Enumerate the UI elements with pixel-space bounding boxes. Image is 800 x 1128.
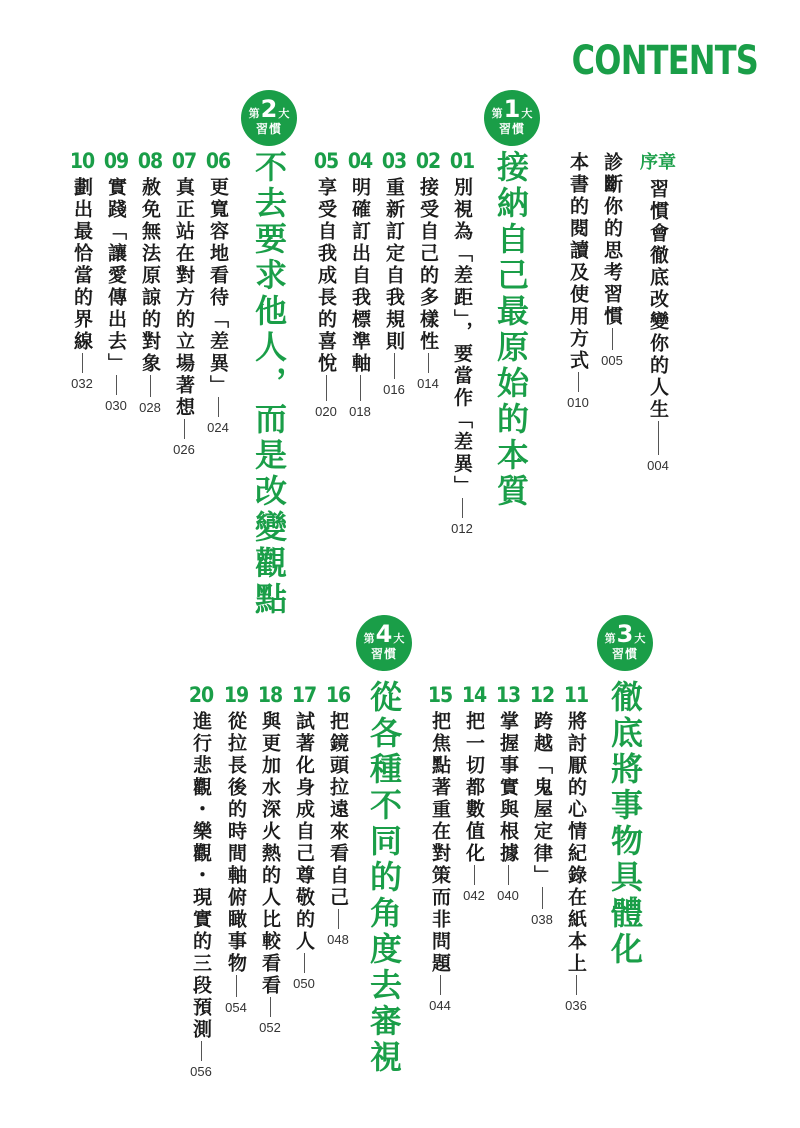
- toc-item-4-page-number: 018: [349, 404, 371, 419]
- toc-item-3-number: 03: [381, 149, 407, 173]
- badge-top-row: [241, 97, 297, 121]
- badge-suffix: 大: [521, 107, 533, 120]
- toc-item-8-page-number: 028: [139, 400, 161, 415]
- toc-item-17[interactable]: [291, 684, 317, 991]
- toc-item-10[interactable]: [69, 150, 95, 391]
- badge-prefix: 第: [604, 632, 616, 645]
- toc-item-15[interactable]: [427, 684, 453, 1013]
- toc-item-9-page-number: 030: [105, 398, 127, 413]
- toc-item-7-number: 07: [171, 149, 197, 173]
- toc-item-7[interactable]: [171, 150, 197, 457]
- toc-item-16-page-number: 048: [327, 932, 349, 947]
- toc-item-10-leader-line: [82, 353, 83, 373]
- toc-item-10-title: 劃出最恰當的界線: [71, 177, 93, 353]
- toc-item-6[interactable]: [205, 150, 231, 435]
- toc-item-3-page-number: 016: [383, 382, 405, 397]
- toc-item-8-title: 赦免無法原諒的對象: [139, 177, 161, 375]
- habit-3-title[interactable]: [605, 680, 645, 968]
- toc-item-15-number: 15: [427, 683, 453, 707]
- toc-item-18-page-number: 052: [259, 1020, 281, 1035]
- toc-item-16-leader-line: [338, 909, 339, 929]
- toc-item-17-page-number: 050: [293, 976, 315, 991]
- toc-item-10-page-number: 032: [71, 376, 93, 391]
- toc-item-19-page-number: 054: [225, 1000, 247, 1015]
- toc-item-13[interactable]: [495, 684, 521, 903]
- toc-item-11[interactable]: [563, 684, 589, 1013]
- toc-item-7-page-number: 026: [173, 442, 195, 457]
- toc-item-5-number: 05: [313, 149, 339, 173]
- badge-top-row: [597, 622, 653, 646]
- toc-item-11-page-number: 036: [565, 998, 587, 1013]
- toc-item-1-leader-line: [462, 498, 463, 518]
- habit-1-title[interactable]: [491, 150, 531, 510]
- toc-item-19-leader-line: [236, 975, 237, 997]
- badge-prefix: 第: [248, 107, 260, 120]
- toc-item-8[interactable]: [137, 150, 163, 415]
- toc-item-2[interactable]: [415, 150, 441, 391]
- preface-title-page-number: 004: [647, 458, 669, 473]
- toc-item-11-title: 將討厭的心情紀錄在紙本上: [565, 711, 587, 975]
- toc-item-11-number: 11: [563, 683, 589, 707]
- toc-item-1[interactable]: [449, 150, 475, 536]
- toc-item-6-number: 06: [205, 149, 231, 173]
- habit-badge-3: [597, 615, 653, 671]
- badge-prefix: 第: [491, 107, 503, 120]
- toc-item-17-title: 試著化身成自己尊敬的人: [293, 711, 315, 953]
- preface-item-1-leader-line: [612, 328, 613, 350]
- toc-item-15-leader-line: [440, 975, 441, 995]
- badge-top-row: [484, 97, 540, 121]
- toc-item-9[interactable]: [103, 150, 129, 413]
- habit-4-title[interactable]: [364, 680, 404, 1076]
- preface-item-2-title: 本書的閱讀及使用方式: [567, 152, 589, 372]
- toc-item-13-number: 13: [495, 683, 521, 707]
- toc-item-14-title: 把一切都數值化: [463, 711, 485, 865]
- toc-item-7-title: 真正站在對方的立場著想: [173, 177, 195, 419]
- toc-item-9-title: 實踐「讓愛傳出去」: [105, 177, 127, 375]
- badge-number: 2: [260, 95, 278, 123]
- toc-item-19-title: 從拉長後的時間軸俯瞰事物: [225, 711, 247, 975]
- toc-item-5-title: 享受自我成長的喜悅: [315, 177, 337, 375]
- toc-item-16-title: 把鏡頭拉遠來看自己: [327, 711, 349, 909]
- badge-label: 習慣: [255, 122, 282, 136]
- toc-item-18-number: 18: [257, 683, 283, 707]
- badge-label: 習慣: [498, 122, 525, 136]
- toc-item-7-leader-line: [184, 419, 185, 439]
- toc-item-6-title: 更寬容地看待「差異」: [207, 177, 229, 397]
- habit-1-title-title: 接納自己最原始的本質: [492, 150, 530, 510]
- toc-item-2-page-number: 014: [417, 376, 439, 391]
- toc-item-14-leader-line: [474, 865, 475, 885]
- toc-item-6-page-number: 024: [207, 420, 229, 435]
- habit-badge-4: [356, 615, 412, 671]
- toc-item-1-page-number: 012: [451, 520, 473, 536]
- toc-item-1-title: 別視為「差距」，要當作「差異」: [451, 177, 473, 498]
- toc-item-20-number: 20: [188, 683, 214, 707]
- toc-item-13-page-number: 040: [497, 888, 519, 903]
- toc-item-15-page-number: 044: [429, 998, 451, 1013]
- toc-item-13-leader-line: [508, 865, 509, 885]
- toc-item-11-leader-line: [576, 975, 577, 995]
- preface-item-1-title: 診斷你的思考習慣: [601, 152, 623, 328]
- page-title: CONTENTS: [571, 38, 758, 84]
- toc-item-4-leader-line: [360, 375, 361, 401]
- toc-item-12[interactable]: [529, 684, 555, 927]
- habit-2-title[interactable]: [249, 150, 289, 618]
- toc-item-2-number: 02: [415, 149, 441, 173]
- toc-item-9-leader-line: [116, 375, 117, 395]
- toc-item-12-leader-line: [542, 887, 543, 909]
- badge-top-row: [356, 622, 412, 646]
- toc-item-4-number: 04: [347, 149, 373, 173]
- toc-item-20[interactable]: [188, 684, 214, 1079]
- toc-item-9-number: 09: [103, 149, 129, 173]
- toc-item-4[interactable]: [347, 150, 373, 419]
- toc-item-16-number: 16: [325, 683, 351, 707]
- habit-2-title-title: 不去要求他人，而是改變觀點: [250, 150, 288, 618]
- toc-item-4-title: 明確訂出自我標準軸: [349, 177, 371, 375]
- badge-number: 3: [616, 620, 634, 648]
- toc-item-3-title: 重新訂定自我規則: [383, 177, 405, 353]
- preface-item-2[interactable]: [565, 152, 591, 410]
- badge-number: 4: [375, 620, 393, 648]
- toc-item-10-number: 10: [69, 149, 95, 173]
- toc-item-15-title: 把焦點著重在對策而非問題: [429, 711, 451, 975]
- toc-item-18-leader-line: [270, 997, 271, 1017]
- toc-item-3-leader-line: [394, 353, 395, 379]
- toc-item-17-leader-line: [304, 953, 305, 973]
- toc-item-14[interactable]: [461, 684, 487, 903]
- toc-item-18[interactable]: [257, 684, 283, 1035]
- preface-title-number: 序章: [640, 152, 676, 173]
- preface-title[interactable]: [641, 152, 675, 473]
- toc-item-14-page-number: 042: [463, 888, 485, 903]
- preface-item-1[interactable]: [599, 152, 625, 368]
- toc-item-3[interactable]: [381, 150, 407, 397]
- badge-label: 習慣: [611, 647, 638, 661]
- preface-item-2-leader-line: [578, 372, 579, 392]
- toc-item-20-leader-line: [201, 1041, 202, 1061]
- badge-prefix: 第: [363, 632, 375, 645]
- toc-item-6-leader-line: [218, 397, 219, 417]
- habit-3-title-title: 徹底將事物具體化: [606, 680, 644, 968]
- badge-suffix: 大: [634, 632, 646, 645]
- toc-item-17-number: 17: [291, 683, 317, 707]
- preface-item-2-page-number: 010: [567, 395, 589, 410]
- preface-item-1-page-number: 005: [601, 353, 623, 368]
- toc-item-2-leader-line: [428, 353, 429, 373]
- toc-item-5[interactable]: [313, 150, 339, 419]
- toc-item-13-title: 掌握事實與根據: [497, 711, 519, 865]
- badge-suffix: 大: [393, 632, 405, 645]
- toc-item-8-number: 08: [137, 149, 163, 173]
- habit-4-title-title: 從各種不同的角度去審視: [365, 680, 403, 1076]
- toc-item-12-title: 跨越「鬼屋定律」: [531, 711, 553, 887]
- toc-item-8-leader-line: [150, 375, 151, 397]
- toc-item-14-number: 14: [461, 683, 487, 707]
- toc-item-5-leader-line: [326, 375, 327, 401]
- toc-item-20-page-number: 056: [190, 1064, 212, 1079]
- preface-title-leader-line: [658, 421, 659, 455]
- toc-item-2-title: 接受自己的多樣性: [417, 177, 439, 353]
- badge-suffix: 大: [278, 107, 290, 120]
- preface-title-title: 習慣會徹底改變你的人生: [647, 179, 669, 421]
- toc-item-20-title: 進行悲觀・樂觀・現實的三段預測: [190, 711, 212, 1041]
- toc-item-12-number: 12: [529, 683, 555, 707]
- toc-item-16[interactable]: [325, 684, 351, 947]
- toc-item-12-page-number: 038: [531, 912, 553, 927]
- toc-item-19[interactable]: [223, 684, 249, 1015]
- badge-label: 習慣: [370, 647, 397, 661]
- badge-number: 1: [503, 95, 521, 123]
- toc-item-1-number: 01: [449, 149, 475, 173]
- toc-item-19-number: 19: [223, 683, 249, 707]
- habit-badge-2: [241, 90, 297, 146]
- toc-item-18-title: 與更加水深火熱的人比較看看: [259, 711, 281, 997]
- habit-badge-1: [484, 90, 540, 146]
- toc-item-5-page-number: 020: [315, 404, 337, 419]
